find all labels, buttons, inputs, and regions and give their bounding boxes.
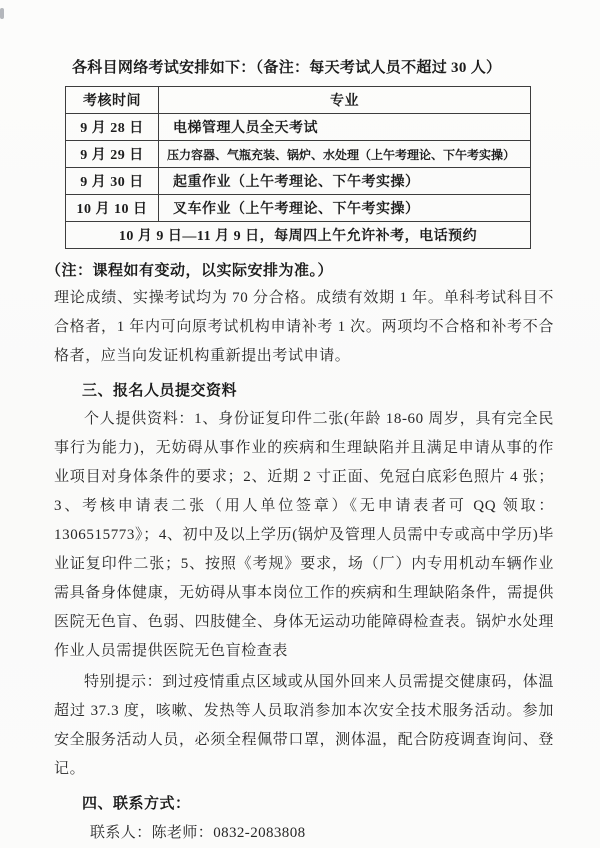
table-row <box>66 195 531 222</box>
table-row <box>66 141 531 168</box>
special-covid-notice-paragraph: 特别提示：到过疫情重点区域或从国外回来人员需提交健康码，体温超过 37.3 度，咳嗽、发热等人员取消参加本次安全技术服务活动。参加安全服务活动人员，必须全程佩带口罩，测体温，配合防疫调查询问、登记。 <box>54 674 554 777</box>
table-footer-row <box>66 222 531 249</box>
exam-date-cell: 10 月 10 日 <box>66 195 159 222</box>
exam-subject-cell: 起重作业（上午考理论、下午考实操） <box>159 168 531 195</box>
materials-required-paragraph: 个人提供资料：1、身份证复印件二张(年龄 18-60 周岁，具有完全民事行为能力)，无妨碍从事作业的疾病和生理缺陷并且满足申请从事的作业项目对身体条件的要求；2、近期 2 寸正面、免冠白底彩色照片 4 张；3、考核申请表二张（用人单位签章）《无申请表者可 QQ 领取：1306515773》；4、初中及以上学历(锅炉及管理人员需中专或高中学历)毕业证复印件二张；5、按照《考规》要求，场（厂）内专用机动车辆作业需具备身体健康，无妨碍从事本岗位工作的疾病和生理缺陷条件，需提供医院无色盲、色弱、四肢健全、身体无运动功能障碍检查表。锅炉水处理作业人员需提供医院无色盲检查表 <box>54 411 554 659</box>
exam-subject-cell: 压力容器、气瓶充装、锅炉、水处理（上午考理论、下午考实操） <box>159 141 531 168</box>
exam-schedule-table <box>65 86 531 249</box>
schedule-change-note: （注：课程如有变动，以实际安排为准。） <box>46 263 334 279</box>
column-header-exam-date: 考核时间 <box>66 87 159 114</box>
table-row <box>66 168 531 195</box>
section4-heading-contact-info: 四、联系方式： <box>82 796 191 812</box>
exam-subject-cell: 电梯管理人员全天考试 <box>159 114 531 141</box>
makeup-exam-note-cell: 10 月 9 日—11 月 9 日，每周四上午允许补考，电话预约 <box>66 222 531 249</box>
table-header-row <box>66 87 531 114</box>
exam-date-cell: 9 月 28 日 <box>66 114 159 141</box>
exam-subject-cell: 叉车作业（上午考理论、下午考实操） <box>159 195 531 222</box>
section3-heading-submission-materials: 三、报名人员提交资料 <box>82 383 238 399</box>
column-header-specialty: 专业 <box>159 87 531 114</box>
scoring-rules-paragraph: 理论成绩、实操考试均为 70 分合格。成绩有效期 1 年。单科考试科目不合格者，1 年内可向原考试机构申请补考 1 次。两项均不合格和补考不合格者，应当向发证机构重新提出考试申请。 <box>54 290 554 364</box>
exam-date-cell: 9 月 30 日 <box>66 168 159 195</box>
contact-person-line: 联系人：陈老师：0832-2083808 <box>90 825 306 841</box>
table-row <box>66 114 531 141</box>
exam-schedule-intro-heading: 各科目网络考试安排如下：（备注：每天考试人员不超过 30 人） <box>72 60 502 76</box>
exam-date-cell: 9 月 29 日 <box>66 141 159 168</box>
scan-artifact-speck <box>0 8 4 19</box>
